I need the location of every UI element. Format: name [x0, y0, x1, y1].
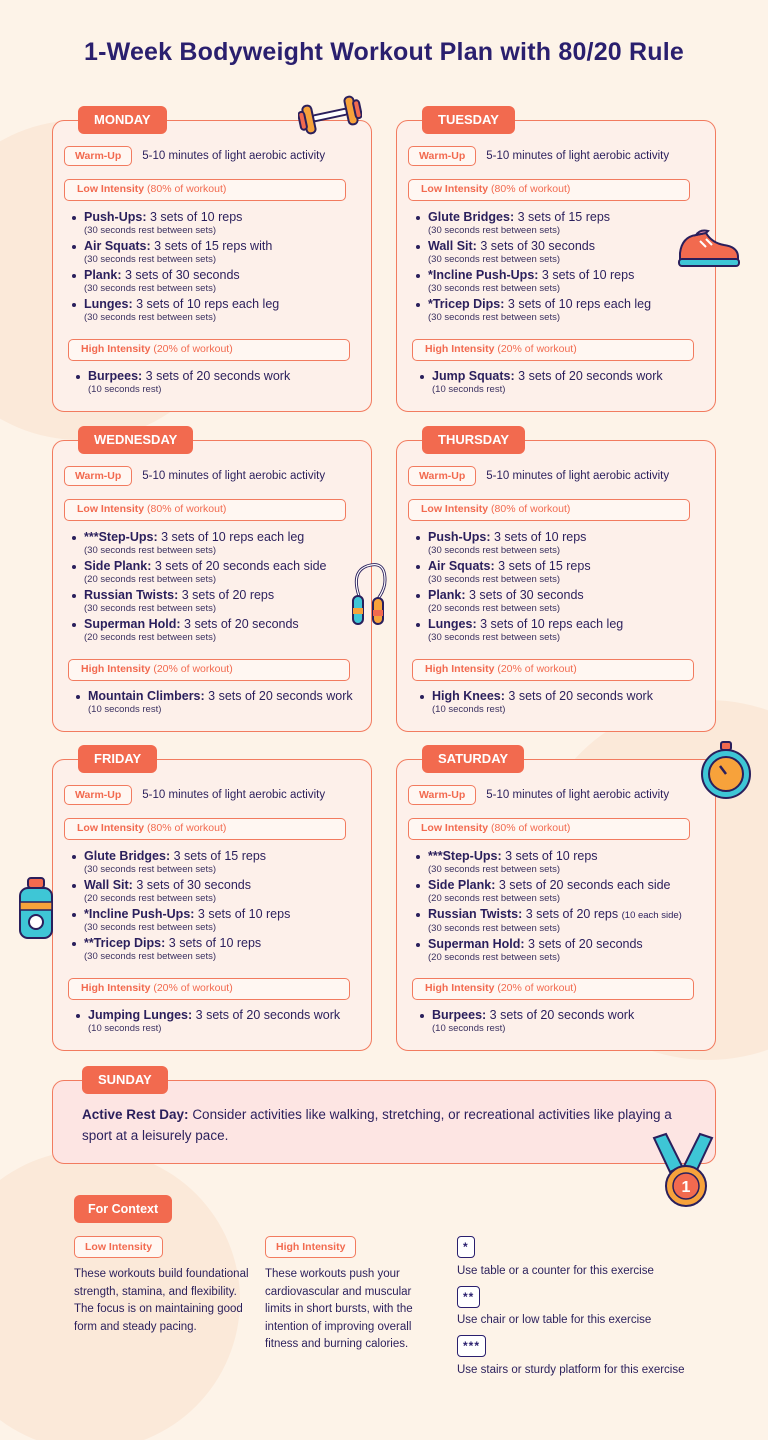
exercise-line: [428, 268, 651, 283]
low-intensity-pct: (80% of workout): [491, 183, 571, 195]
exercise-name: Side Plank:: [428, 878, 496, 892]
exercise-detail: 3 sets of 30 seconds: [480, 239, 595, 253]
low-intensity-bar: [64, 179, 346, 201]
exercise-line: [84, 617, 327, 632]
exercise-detail: 3 sets of 15 reps: [498, 559, 591, 573]
exercise-item: [70, 559, 327, 586]
exercise-line: [428, 907, 682, 923]
exercise-detail: 3 sets of 10 reps: [168, 936, 262, 950]
exercise-name: Jumping Lunges:: [88, 1008, 193, 1022]
exercise-name: ***Step-Ups:: [428, 849, 502, 863]
warmup-row: [408, 146, 669, 166]
high-intensity-bar: [68, 659, 350, 681]
exercise-item: [70, 849, 290, 876]
exercise-name: Lunges:: [84, 297, 133, 311]
exercise-line: [88, 369, 290, 384]
exercise-rest: (30 seconds rest between sets): [84, 603, 217, 614]
high-exercise-list: [418, 689, 653, 718]
day-tag-monday: MONDAY: [78, 106, 167, 134]
context-high-desc: These workouts push your cardiovascular and muscular limits in short bursts, with the intention of improving overall fitness and burning calories.: [265, 1268, 413, 1350]
exercise-rest: (30 seconds rest between sets): [84, 922, 217, 933]
low-intensity-bar: [64, 499, 346, 521]
sunday-text: [82, 1104, 682, 1146]
exercise-detail: 3 sets of 30 seconds: [469, 588, 584, 602]
exercise-item: [74, 689, 353, 716]
exercise-rest: (30 seconds rest between sets): [428, 923, 561, 934]
exercise-item: [414, 937, 682, 964]
exercise-line: [428, 617, 623, 632]
exercise-item: [70, 617, 327, 644]
exercise-rest: (20 seconds rest between sets): [84, 574, 217, 585]
exercise-detail: 3 sets of 30 seconds: [136, 878, 251, 892]
warmup-pill: Warm-Up: [64, 785, 132, 805]
exercise-line: [84, 297, 279, 312]
exercise-line: [84, 849, 290, 864]
warmup-pill: Warm-Up: [64, 146, 132, 166]
exercise-line: [88, 1008, 340, 1023]
context-low-desc: These workouts build foundational strength, stamina, and flexibility. The focus is on maintaining good form and steady pacing.: [74, 1268, 249, 1333]
exercise-name: Superman Hold:: [84, 617, 181, 631]
high-exercise-list: [418, 369, 663, 398]
water-bottle-icon: [14, 876, 60, 942]
high-intensity-pct: (20% of workout): [153, 343, 233, 355]
exercise-item: [414, 878, 682, 905]
warmup-text: 5-10 minutes of light aerobic activity: [486, 470, 670, 482]
exercise-detail: 3 sets of 20 seconds work: [208, 689, 353, 703]
exercise-line: [428, 530, 623, 545]
exercise-name: Jump Squats:: [432, 369, 515, 383]
exercise-item: [414, 559, 623, 586]
exercise-rest: (30 seconds rest between sets): [428, 864, 561, 875]
high-exercise-list: [418, 1008, 634, 1037]
exercise-line: [84, 268, 279, 283]
exercise-item: [70, 530, 327, 557]
low-exercise-list: [70, 849, 290, 965]
dumbbell-icon: [298, 92, 362, 138]
exercise-item: [418, 369, 663, 396]
day-tag-sunday: SUNDAY: [82, 1066, 168, 1094]
day-tag-thursday: THURSDAY: [422, 426, 525, 454]
low-intensity-pct: (80% of workout): [147, 183, 227, 195]
high-exercise-list: [74, 689, 353, 718]
low-intensity-label: Low Intensity: [421, 183, 489, 195]
exercise-detail: 3 sets of 10 reps: [149, 210, 243, 224]
exercise-item: [414, 849, 682, 876]
exercise-rest: (20 seconds rest between sets): [428, 952, 561, 963]
warmup-row: [64, 146, 325, 166]
exercise-item: [74, 369, 290, 396]
exercise-name: Glute Bridges:: [84, 849, 171, 863]
exercise-name: *Incline Push-Ups:: [84, 907, 195, 921]
svg-text:1: 1: [681, 1179, 691, 1196]
high-exercise-list: [74, 1008, 340, 1037]
exercise-line: [428, 297, 651, 312]
exercise-name: Wall Sit:: [428, 239, 477, 253]
exercise-rest: (10 seconds rest): [88, 704, 162, 715]
low-intensity-pct: (80% of workout): [147, 822, 227, 834]
warmup-row: [408, 466, 669, 486]
exercise-detail: 3 sets of 10 reps: [493, 530, 587, 544]
exercise-item: [70, 588, 327, 615]
high-intensity-label: High Intensity: [81, 663, 151, 675]
low-exercise-list: [70, 210, 279, 326]
exercise-rest: (30 seconds rest between sets): [428, 545, 561, 556]
exercise-name: Air Squats:: [428, 559, 495, 573]
exercise-line: [428, 239, 651, 254]
exercise-name: ***Step-Ups:: [84, 530, 158, 544]
warmup-text: 5-10 minutes of light aerobic activity: [142, 150, 326, 162]
exercise-detail: 3 sets of 10 reps each leg: [480, 617, 624, 631]
warmup-text: 5-10 minutes of light aerobic activity: [486, 789, 670, 801]
warmup-text: 5-10 minutes of light aerobic activity: [142, 470, 326, 482]
high-intensity-pct: (20% of workout): [153, 663, 233, 675]
low-intensity-pct: (80% of workout): [491, 822, 571, 834]
exercise-name: High Knees:: [432, 689, 505, 703]
low-exercise-list: [414, 530, 623, 646]
exercise-rest: (30 seconds rest between sets): [428, 632, 561, 643]
exercise-line: [428, 937, 682, 952]
exercise-detail: 3 sets of 20 reps: [181, 588, 275, 602]
exercise-name: Superman Hold:: [428, 937, 525, 951]
day-tag-wednesday: WEDNESDAY: [78, 426, 193, 454]
exercise-name: Lunges:: [428, 617, 477, 631]
exercise-item: [70, 878, 290, 905]
exercise-item: [414, 617, 623, 644]
exercise-name: Russian Twists:: [428, 907, 523, 921]
exercise-line: [84, 530, 327, 545]
low-exercise-list: [70, 530, 327, 646]
exercise-item: [414, 210, 651, 237]
warmup-pill: Warm-Up: [64, 466, 132, 486]
exercise-name: Burpees:: [432, 1008, 487, 1022]
exercise-line: [84, 907, 290, 922]
low-intensity-bar: [408, 179, 690, 201]
exercise-line: [84, 239, 279, 254]
exercise-rest: (30 seconds rest between sets): [84, 312, 217, 323]
exercise-rest: (20 seconds rest between sets): [84, 632, 217, 643]
warmup-row: [64, 466, 325, 486]
star-note-triple: Use stairs or sturdy platform for this exercise: [457, 1364, 685, 1376]
exercise-line: [428, 210, 651, 225]
exercise-name: Push-Ups:: [84, 210, 147, 224]
exercise-name: Side Plank:: [84, 559, 152, 573]
exercise-detail: 3 sets of 20 seconds work: [489, 1008, 635, 1022]
exercise-item: [70, 297, 279, 324]
sneaker-icon: [676, 225, 742, 271]
exercise-line: [432, 689, 653, 704]
low-intensity-pct: (80% of workout): [147, 503, 227, 515]
warmup-row: [408, 785, 669, 805]
exercise-name: **Tricep Dips:: [84, 936, 166, 950]
exercise-item: [414, 239, 651, 266]
exercise-rest: (10 seconds rest): [432, 1023, 506, 1034]
exercise-detail: 3 sets of 10 reps: [197, 907, 291, 921]
exercise-name: Plank:: [428, 588, 466, 602]
exercise-item: [414, 297, 651, 324]
high-intensity-bar: [68, 339, 350, 361]
exercise-rest: (30 seconds rest between sets): [428, 225, 561, 236]
low-intensity-bar: [408, 818, 690, 840]
high-intensity-label: High Intensity: [81, 982, 151, 994]
exercise-detail: 3 sets of 10 reps: [505, 849, 598, 863]
context-low-pill: Low Intensity: [74, 1236, 163, 1258]
low-intensity-label: Low Intensity: [421, 503, 489, 515]
exercise-item: [414, 907, 682, 935]
sunday-bold: Active Rest Day:: [82, 1107, 189, 1122]
exercise-name: Air Squats:: [84, 239, 151, 253]
low-exercise-list: [414, 210, 651, 326]
exercise-detail: 3 sets of 20 seconds: [184, 617, 299, 631]
high-intensity-label: High Intensity: [425, 343, 495, 355]
star-mark-triple: ***: [457, 1335, 486, 1357]
low-intensity-label: Low Intensity: [77, 503, 145, 515]
exercise-detail: 3 sets of 15 reps: [173, 849, 267, 863]
exercise-item: [414, 268, 651, 295]
star-note-double: Use chair or low table for this exercise: [457, 1314, 652, 1326]
exercise-rest: (20 seconds rest between sets): [84, 893, 217, 904]
exercise-name: Mountain Climbers:: [88, 689, 205, 703]
high-intensity-label: High Intensity: [81, 343, 151, 355]
low-intensity-label: Low Intensity: [421, 822, 489, 834]
exercise-line: [88, 689, 353, 704]
exercise-item: [418, 1008, 634, 1035]
exercise-detail: 3 sets of 10 reps each leg: [161, 530, 305, 544]
exercise-rest: (30 seconds rest between sets): [84, 864, 217, 875]
warmup-pill: Warm-Up: [408, 785, 476, 805]
exercise-note: (10 each side): [621, 910, 682, 921]
warmup-text: 5-10 minutes of light aerobic activity: [486, 150, 670, 162]
star-mark-single: *: [457, 1236, 475, 1258]
high-intensity-bar: [412, 978, 694, 1000]
exercise-rest: (30 seconds rest between sets): [428, 312, 561, 323]
exercise-item: [70, 936, 290, 963]
star-mark-double: **: [457, 1286, 480, 1308]
day-tag-friday: FRIDAY: [78, 745, 157, 773]
exercise-detail: 3 sets of 20 seconds: [528, 937, 643, 951]
warmup-row: [64, 785, 325, 805]
exercise-item: [414, 588, 623, 615]
sunday-description: Consider activities like walking, stretching, or recreational activities like playing a sport at a leisurely pace.: [82, 1107, 672, 1143]
exercise-rest: (30 seconds rest between sets): [84, 283, 217, 294]
high-exercise-list: [74, 369, 290, 398]
high-intensity-label: High Intensity: [425, 982, 495, 994]
low-intensity-label: Low Intensity: [77, 822, 145, 834]
medal-icon: [648, 1132, 718, 1214]
exercise-rest: (20 seconds rest between sets): [428, 603, 561, 614]
high-intensity-pct: (20% of workout): [497, 343, 577, 355]
context-high-pill: High Intensity: [265, 1236, 356, 1258]
warmup-text: 5-10 minutes of light aerobic activity: [142, 789, 326, 801]
star-note-single: Use table or a counter for this exercise: [457, 1265, 654, 1277]
high-intensity-bar: [412, 339, 694, 361]
low-intensity-label: Low Intensity: [77, 183, 145, 195]
exercise-rest: (30 seconds rest between sets): [84, 254, 217, 265]
exercise-detail: 3 sets of 20 seconds work: [508, 689, 653, 703]
exercise-line: [432, 369, 663, 384]
exercise-rest: (20 seconds rest between sets): [428, 893, 561, 904]
exercise-detail: 3 sets of 20 seconds each side: [154, 559, 327, 573]
exercise-item: [74, 1008, 340, 1035]
low-exercise-list: [414, 849, 682, 966]
exercise-detail: 3 sets of 20 seconds work: [518, 369, 663, 383]
exercise-detail: 3 sets of 15 reps: [517, 210, 611, 224]
exercise-name: Burpees:: [88, 369, 143, 383]
high-intensity-bar: [68, 978, 350, 1000]
exercise-rest: (30 seconds rest between sets): [428, 283, 561, 294]
exercise-rest: (10 seconds rest): [88, 1023, 162, 1034]
exercise-name: Russian Twists:: [84, 588, 179, 602]
day-tag-tuesday: TUESDAY: [422, 106, 515, 134]
exercise-line: [84, 878, 290, 893]
exercise-detail: 3 sets of 15 reps with: [154, 239, 273, 253]
exercise-name: Plank:: [84, 268, 122, 282]
exercise-line: [84, 936, 290, 951]
exercise-detail: 3 sets of 10 reps each leg: [507, 297, 652, 311]
exercise-detail: 3 sets of 10 reps: [541, 268, 635, 282]
exercise-name: Push-Ups:: [428, 530, 491, 544]
exercise-rest: (30 seconds rest between sets): [84, 225, 217, 236]
exercise-rest: (30 seconds rest between sets): [84, 545, 217, 556]
exercise-item: [70, 210, 279, 237]
exercise-detail: 3 sets of 20 seconds work: [145, 369, 291, 383]
jump-rope-icon: [345, 560, 401, 630]
high-intensity-pct: (20% of workout): [153, 982, 233, 994]
warmup-pill: Warm-Up: [408, 466, 476, 486]
exercise-detail: 3 sets of 20 seconds each side: [498, 878, 671, 892]
exercise-item: [70, 239, 279, 266]
exercise-rest: (10 seconds rest): [432, 384, 506, 395]
stopwatch-icon: [698, 740, 754, 802]
context-tag: For Context: [74, 1195, 172, 1223]
exercise-rest: (10 seconds rest): [432, 704, 506, 715]
exercise-line: [428, 849, 682, 864]
exercise-name: *Incline Push-Ups:: [428, 268, 539, 282]
exercise-name: Glute Bridges:: [428, 210, 515, 224]
exercise-item: [418, 689, 653, 716]
exercise-detail: 3 sets of 30 seconds: [125, 268, 240, 282]
exercise-item: [414, 530, 623, 557]
high-intensity-label: High Intensity: [425, 663, 495, 675]
exercise-line: [432, 1008, 634, 1023]
exercise-rest: (10 seconds rest): [88, 384, 162, 395]
exercise-rest: (30 seconds rest between sets): [428, 254, 561, 265]
exercise-line: [84, 588, 327, 603]
high-intensity-pct: (20% of workout): [497, 663, 577, 675]
exercise-line: [428, 559, 623, 574]
high-intensity-bar: [412, 659, 694, 681]
exercise-detail: 3 sets of 10 reps each leg: [136, 297, 280, 311]
low-intensity-bar: [64, 818, 346, 840]
low-intensity-bar: [408, 499, 690, 521]
day-tag-saturday: SATURDAY: [422, 745, 524, 773]
high-intensity-pct: (20% of workout): [497, 982, 577, 994]
exercise-line: [84, 210, 279, 225]
exercise-item: [70, 268, 279, 295]
exercise-line: [84, 559, 327, 574]
exercise-line: [428, 588, 623, 603]
exercise-name: Wall Sit:: [84, 878, 133, 892]
exercise-name: *Tricep Dips:: [428, 297, 505, 311]
warmup-pill: Warm-Up: [408, 146, 476, 166]
exercise-rest: (30 seconds rest between sets): [428, 574, 561, 585]
page-title: 1-Week Bodyweight Workout Plan with 80/20 Rule: [83, 38, 685, 66]
exercise-rest: (30 seconds rest between sets): [84, 951, 217, 962]
low-intensity-pct: (80% of workout): [491, 503, 571, 515]
exercise-detail: 3 sets of 20 seconds work: [195, 1008, 341, 1022]
exercise-detail: 3 sets of 20 reps: [525, 907, 619, 921]
exercise-item: [70, 907, 290, 934]
exercise-line: [428, 878, 682, 893]
